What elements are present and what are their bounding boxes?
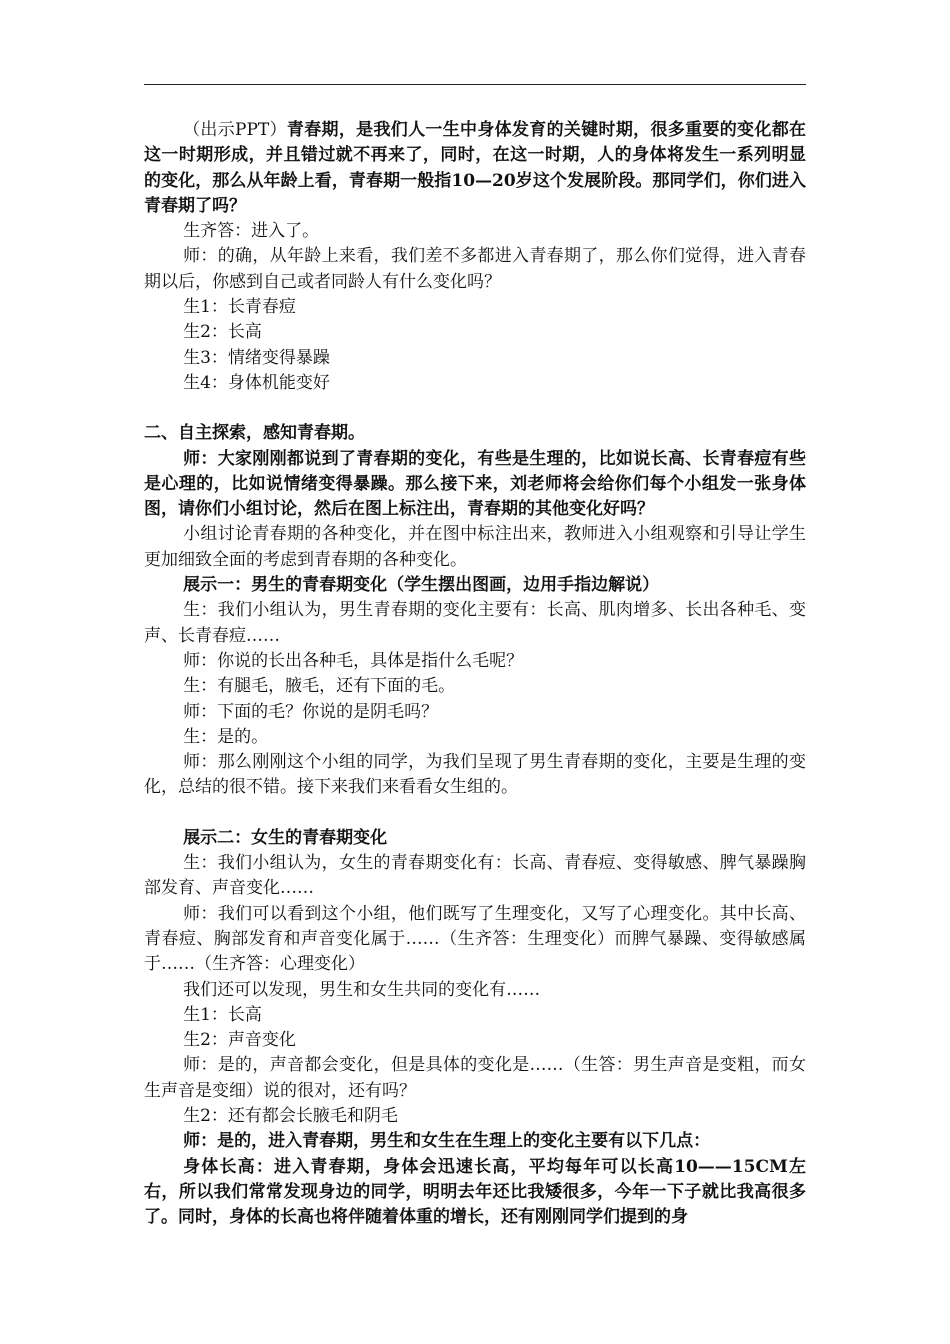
paragraph: 师：你说的长出各种毛，具体是指什么毛呢？: [183, 650, 524, 671]
paragraph: 生1：长高: [183, 1004, 262, 1025]
paragraph: 生1：长青春痘: [183, 297, 296, 318]
paragraph-intro: [144, 118, 806, 219]
paragraph: 生齐答：进入了。: [183, 221, 320, 242]
paragraph: 师：下面的毛？你说的是阴毛吗？: [183, 701, 439, 722]
paragraph: 师：的确，从年龄上来看，我们差不多都进入青春期了，那么你们觉得，进入青春期以后，你感到自己或者同龄人有什么变化吗？: [144, 246, 806, 292]
paragraph: 生4：身体机能变好: [183, 372, 330, 393]
paragraph-bold: 身体长高：进入青春期，身体会迅速长高，平均每年可以长高10——15CM左右，所以我们常常发现身边的同学，明明去年还比我矮很多，今年一下子就比我高很多了。同时，身体的长高也将伴随着体重的增长，还有刚刚同学们提到的身: [144, 1156, 806, 1228]
paragraph: 师：是的，声音都会变化，但是具体的变化是……（生答：男生声音是变粗，而女生声音是变细）说的很对，还有吗？: [144, 1055, 806, 1101]
header-rule: [144, 84, 806, 85]
paragraph: 师：那么刚刚这个小组的同学，为我们呈现了男生青春期的变化，主要是生理的变化，总结的很不错。接下来我们来看看女生组的。: [144, 752, 806, 798]
showcase-heading-2: 展示二：女生的青春期变化: [183, 827, 388, 848]
paragraph: 师：我们可以看到这个小组，他们既写了生理变化，又写了心理变化。其中长高、青春痘、胸部发育和声音变化属于……（生齐答：生理变化）而脾气暴躁、变得敏感属于……（生齐答：心理变化）: [144, 903, 806, 975]
spacer: [144, 801, 806, 826]
paragraph-intro-text: 青春期，是我们人一生中身体发育的关键时期，很多重要的变化都在这一时期形成，并且错过就不再来了，同时，在这一时期，人的身体将发生一系列明显的变化，那么从年龄上看，青春期一般指10—20岁这个发展阶段。那同学们，你们进入青春期了吗？: [144, 120, 807, 216]
section-heading: 二、自主探索，感知青春期。: [144, 423, 365, 444]
paragraph-bold: 师：大家刚刚都说到了青春期的变化，有些是生理的，比如说长高、长青春痘有些是心理的，比如说情绪变得暴躁。那么接下来，刘老师将会给你们每个小组发一张身体图，请你们小组讨论，然后在图上标注出，青春期的其他变化好吗？: [144, 448, 806, 520]
paragraph: 生2：声音变化: [183, 1030, 296, 1051]
paragraph-bold: 师：是的，进入青春期，男生和女生在生理上的变化主要有以下几点：: [183, 1131, 711, 1152]
paragraph: 生：是的。: [183, 726, 269, 747]
paragraph: 小组讨论青春期的各种变化，并在图中标注出来，教师进入小组观察和引导让学生更加细致全面的考虑到青春期的各种变化。: [144, 524, 806, 570]
paragraph: 生：我们小组认为，女生的青春期变化有：长高、青春痘、变得敏感、脾气暴躁胸部发育、声音变化……: [144, 853, 806, 899]
paragraph: 生2：长高: [183, 322, 262, 343]
paragraph: 生：我们小组认为，男生青春期的变化主要有：长高、肌肉增多、长出各种毛、变声、长青春痘……: [144, 600, 806, 646]
paragraph: 生2：还有都会长腋毛和阴毛: [183, 1105, 398, 1126]
paragraph: 生3：情绪变得暴躁: [183, 347, 330, 368]
paragraph: 生：有腿毛，腋毛，还有下面的毛。: [183, 676, 456, 697]
document-body: [144, 118, 806, 1230]
paragraph: 我们还可以发现，男生和女生共同的变化有……: [183, 979, 541, 1000]
spacer: [144, 396, 806, 421]
ppt-note: （出示PPT）: [183, 120, 287, 140]
showcase-heading-1: 展示一：男生的青春期变化（学生摆出图画，边用手指边解说）: [183, 575, 660, 596]
